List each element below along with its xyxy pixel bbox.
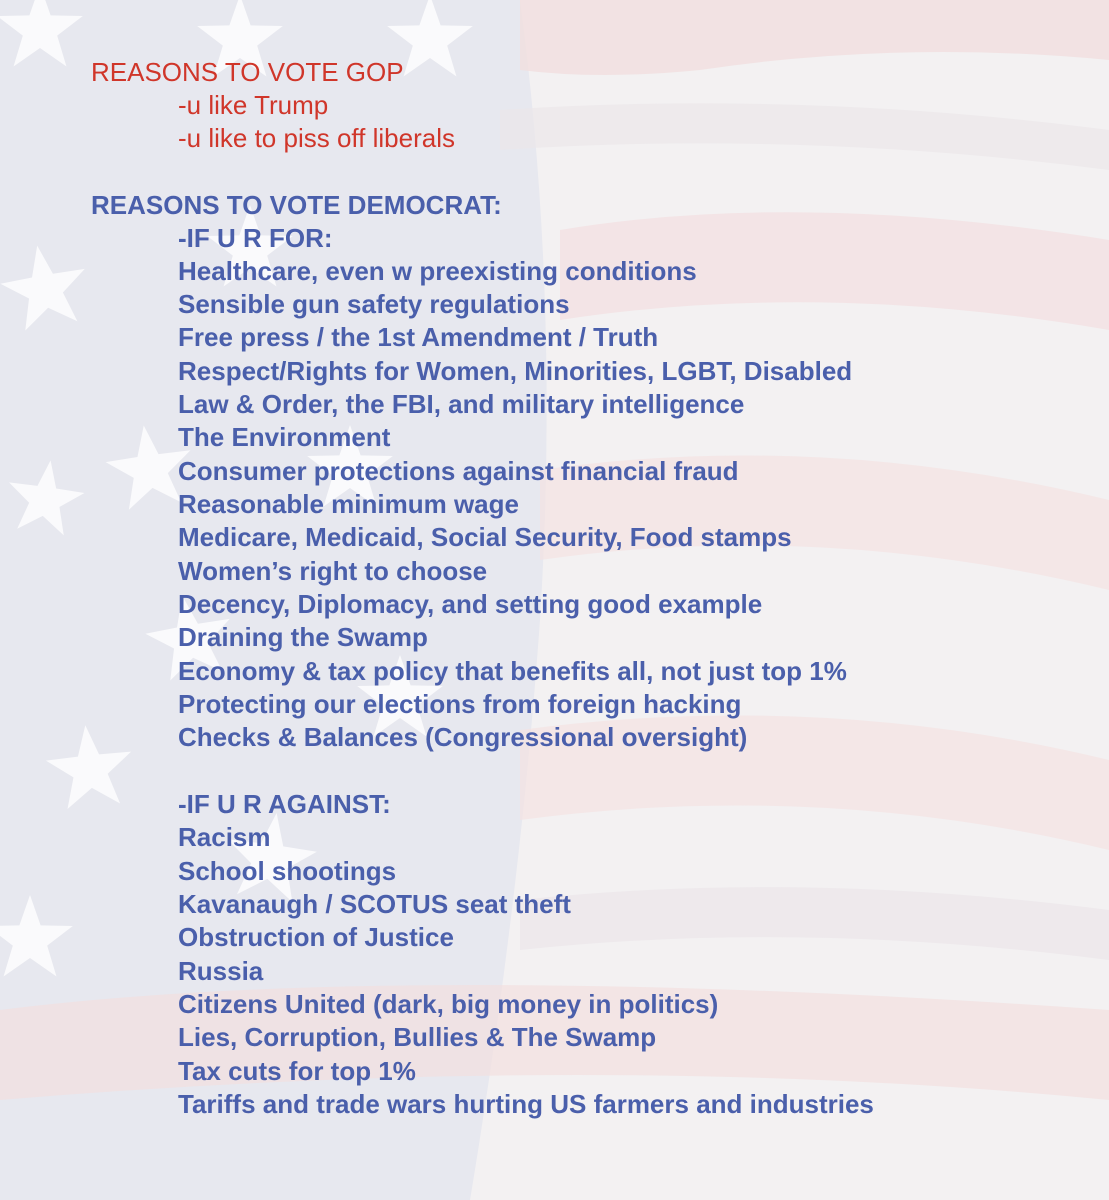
for-item: Medicare, Medicaid, Social Security, Food stamps xyxy=(178,522,792,552)
gop-title: REASONS TO VOTE GOP xyxy=(91,57,404,87)
for-item: Healthcare, even w preexisting conditions xyxy=(178,256,697,286)
against-item: Tariffs and trade wars hurting US farmers and industries xyxy=(178,1089,874,1119)
against-item: Racism xyxy=(178,822,271,852)
for-item: Reasonable minimum wage xyxy=(178,489,519,519)
for-heading: -IF U R FOR: xyxy=(178,223,333,253)
for-item: Checks & Balances (Congressional oversight) xyxy=(178,722,748,752)
for-item: Decency, Diplomacy, and setting good example xyxy=(178,589,763,619)
for-item: Free press / the 1st Amendment / Truth xyxy=(178,322,659,352)
for-item: The Environment xyxy=(178,422,391,452)
against-item: School shootings xyxy=(178,856,397,886)
for-item: Consumer protections against financial fraud xyxy=(178,456,739,486)
for-item: Draining the Swamp xyxy=(178,622,428,652)
for-item: Sensible gun safety regulations xyxy=(178,289,570,319)
against-item: Tax cuts for top 1% xyxy=(178,1056,416,1086)
against-item: Citizens United (dark, big money in politics) xyxy=(178,989,719,1019)
against-item: Obstruction of Justice xyxy=(178,922,454,952)
for-item: Law & Order, the FBI, and military intelligence xyxy=(178,389,745,419)
for-item: Women’s right to choose xyxy=(178,556,488,586)
against-item: Lies, Corruption, Bullies & The Swamp xyxy=(178,1022,657,1052)
for-item: Economy & tax policy that benefits all, not just top 1% xyxy=(178,656,847,686)
for-item: Respect/Rights for Women, Minorities, LGBT, Disabled xyxy=(178,356,853,386)
against-item: Kavanaugh / SCOTUS seat theft xyxy=(178,889,571,919)
gop-reason: -u like to piss off liberals xyxy=(178,123,455,153)
against-heading: -IF U R AGAINST: xyxy=(178,789,391,819)
gop-reason: -u like Trump xyxy=(178,90,329,120)
against-item: Russia xyxy=(178,956,264,986)
for-item: Protecting our elections from foreign hacking xyxy=(178,689,742,719)
democrat-title: REASONS TO VOTE DEMOCRAT: xyxy=(91,190,502,220)
